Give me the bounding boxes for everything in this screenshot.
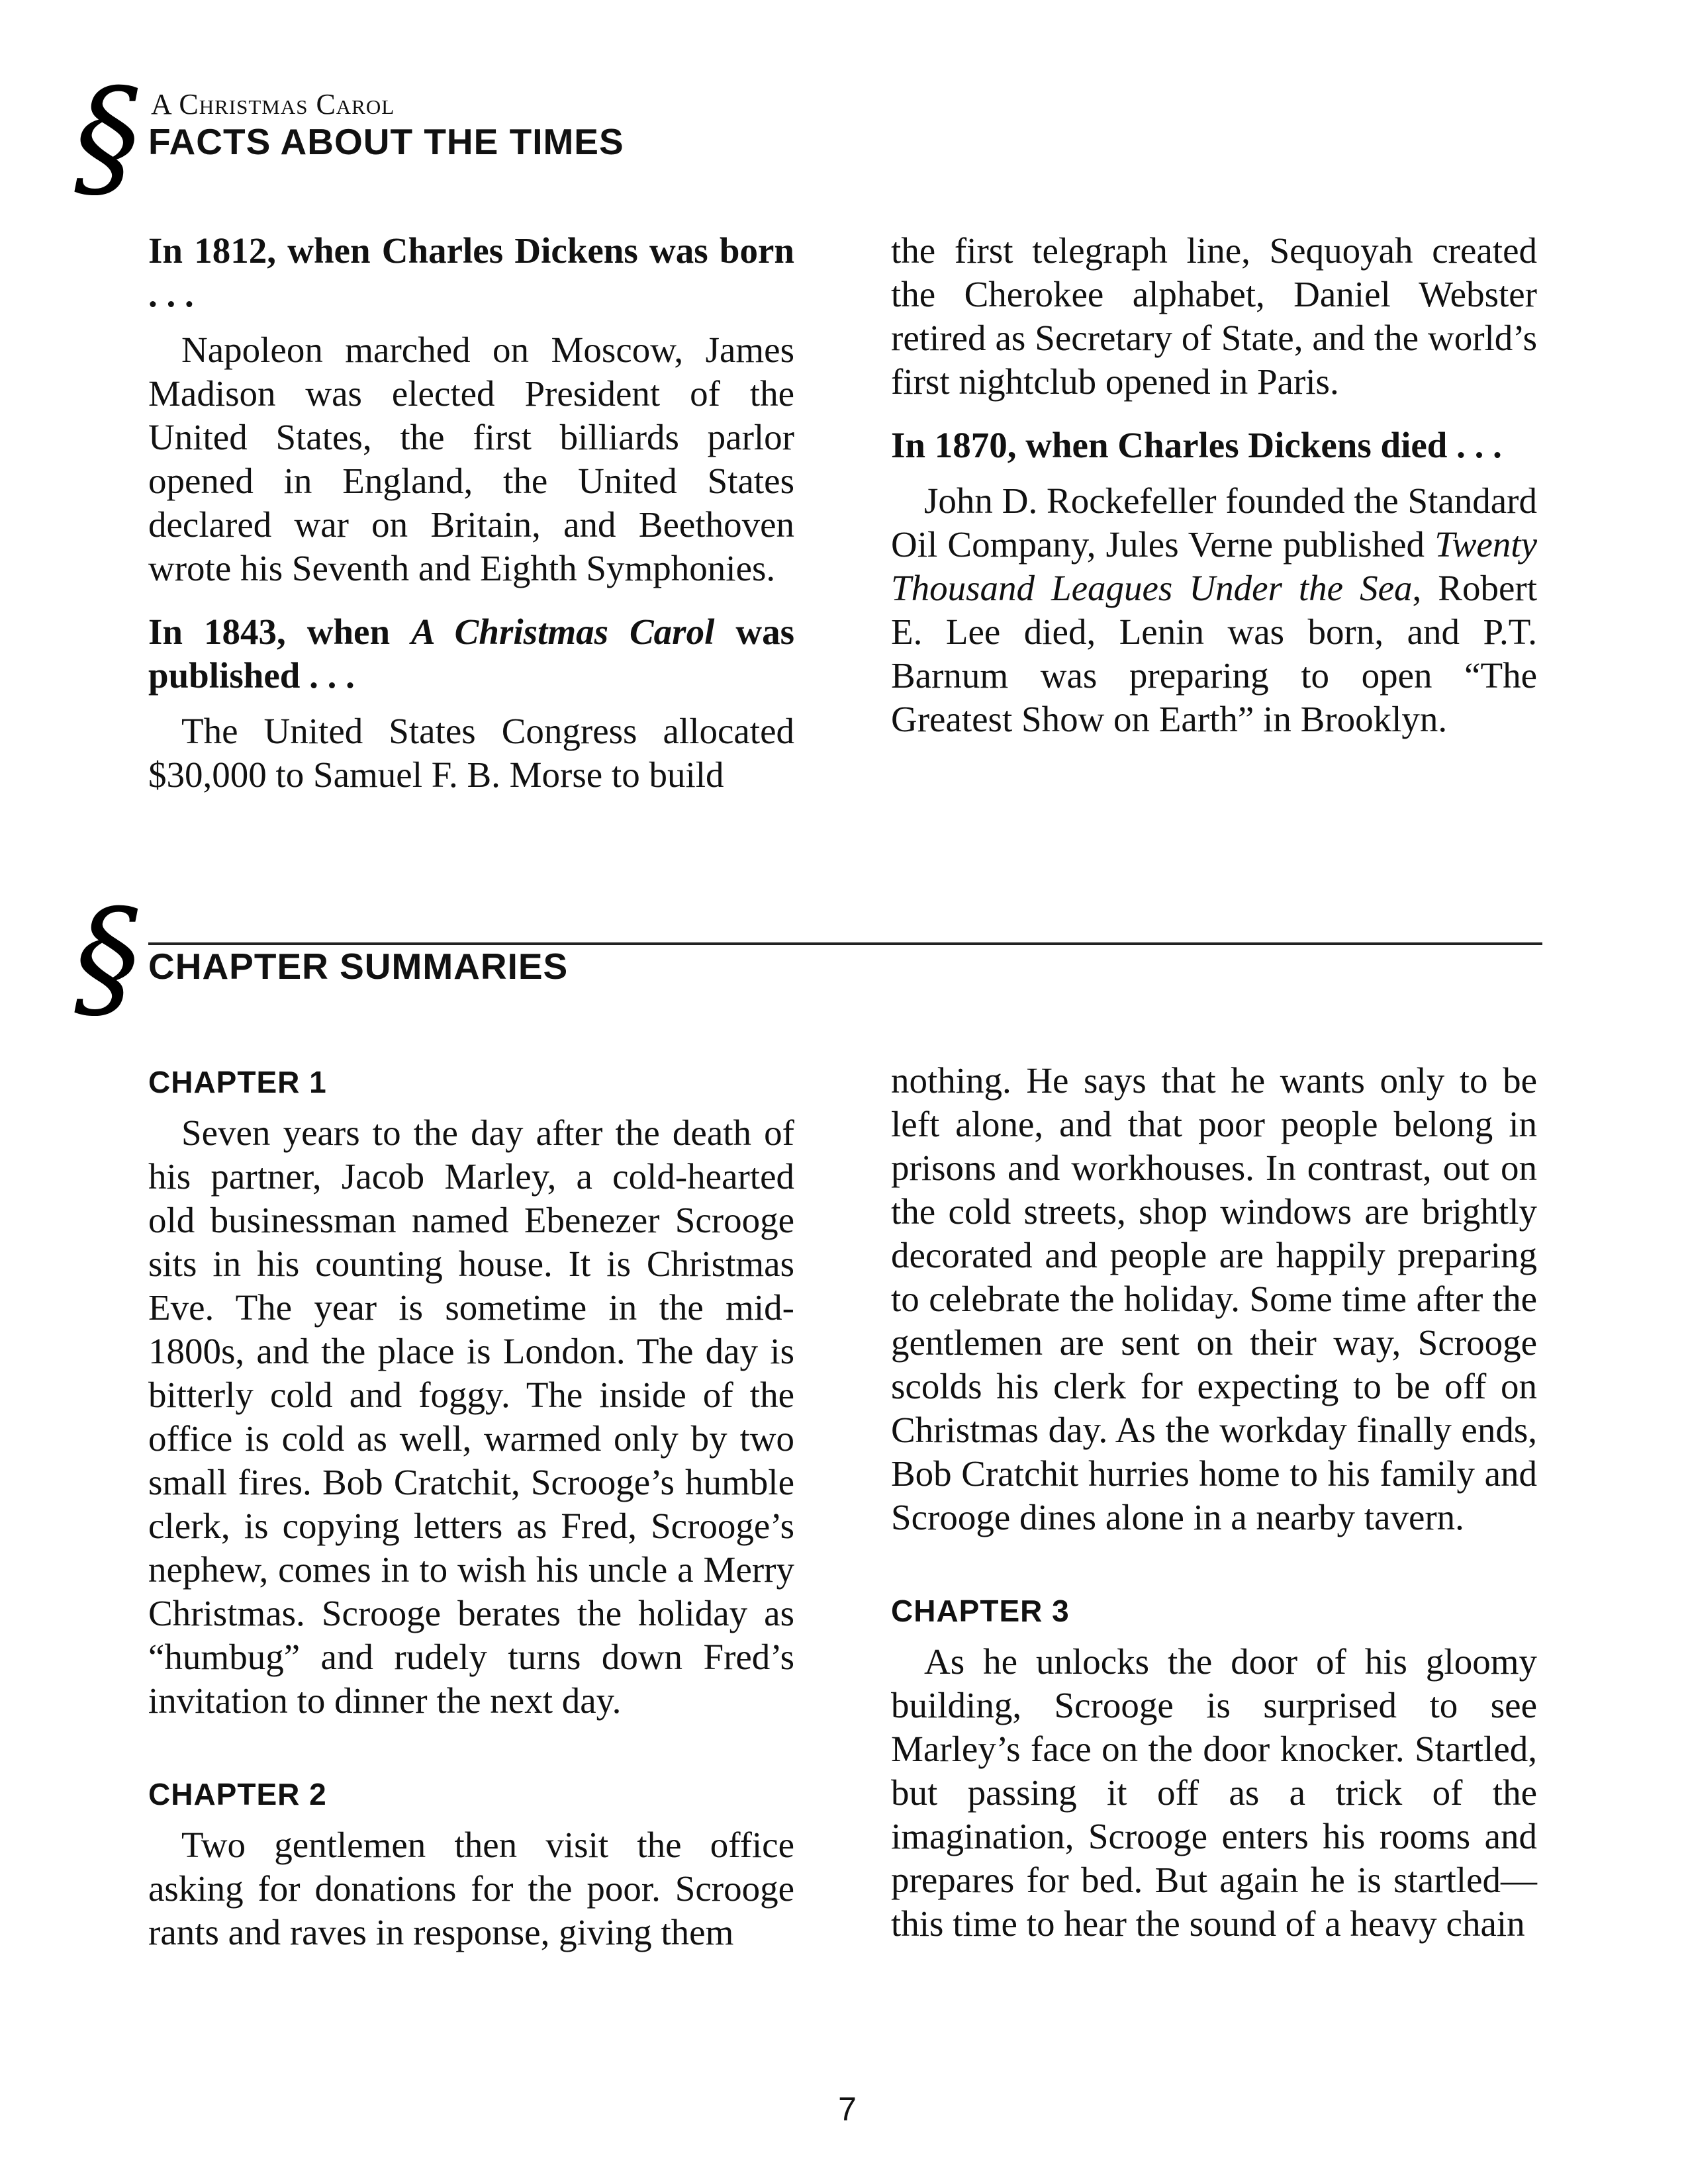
facts-heading-1870: In 1870, when Charles Dickens died . . . [891, 425, 1502, 465]
facts-column-right [891, 229, 1537, 741]
book-title: Twenty Thousand Leagues Under the Sea [891, 524, 1537, 608]
facts-text-1812: Napoleon marched on Moscow, James Madison was elected President of the United States, the first billiards parlor opened in England, the United States declared war on Britain, and Beethoven wrote his Seventh and Eighth Symphonies. [148, 330, 794, 588]
chapter-1-text: Seven years to the day after the death of his partner, Jacob Marley, a cold-hearted old businessman named Ebenezer Scrooge sits in his counting house. It is Christmas Eve. The year is sometime in the mid-1800s, and the place is London. The day is bitterly cold and foggy. The inside of the office is cold as well, warmed only by two small fires. Bob Cratchit, Scrooge’s humble clerk, is copying letters as Fred, Scrooge’s nephew, comes in to wish his uncle a Merry Christmas. Scrooge berates the holiday as “humbug” and rudely turns down Fred’s invitation to dinner the next day. [148, 1113, 794, 1721]
heading-part: was published . . . [148, 612, 794, 696]
summaries-column-right [891, 1059, 1537, 1946]
series-title: A Christmas Carol [151, 88, 395, 120]
section-title-summaries: CHAPTER SUMMARIES [148, 946, 569, 987]
book-title: A Christmas Carol [411, 612, 715, 652]
text-part: , Robert E. Lee died, Lenin was born, and P.T. Barnum was preparing to open “The Greatest Show on Earth” in Brooklyn. [891, 568, 1537, 739]
facts-text-1843: The United States Congress allocated $30,000 to Samuel F. B. Morse to build [148, 711, 794, 795]
chapter-2-title: CHAPTER 2 [148, 1777, 327, 1811]
chapter-3-text: As he unlocks the door of his gloomy building, Scrooge is surprised to see Marley’s face on the door knocker. Startled, but passing it off as a trick of the imagination, Scrooge enters his rooms and prepares for bed. But again he is startled—this time to hear the sound of a heavy chain [891, 1641, 1537, 1944]
text-part: John D. Rockefeller founded the Standard Oil Company, Jules Verne published [891, 480, 1537, 565]
facts-heading-1843 [148, 610, 794, 698]
facts-text-1843-cont: the first telegraph line, Sequoyah created the Cherokee alphabet, Daniel Webster retired as Secretary of State, and the world’s first nightclub opened in Paris. [891, 230, 1537, 402]
facts-column-left [148, 229, 794, 797]
facts-text-1870 [891, 479, 1537, 741]
section-logo-icon: § [74, 881, 140, 1035]
section-title-facts: FACTS ABOUT THE TIMES [148, 121, 624, 162]
chapter-2-text: Two gentlemen then visit the office asking for donations for the poor. Scrooge rants and raves in response, giving them [148, 1825, 794, 1952]
chapter-2-text-cont: nothing. He says that he wants only to be left alone, and that poor people belong in prisons and workhouses. In contrast, out on the cold streets, shop windows are brightly decorated and people are happily preparing to celebrate the holiday. Some time after the gentlemen are sent on their way, Scrooge scolds his clerk for expecting to be off on Christmas day. As the workday finally ends, Bob Cratchit hurries home to his family and Scrooge dines alone in a nearby tavern. [891, 1060, 1537, 1537]
section-logo-icon: § [74, 60, 140, 214]
page-number: 7 [838, 2091, 857, 2128]
chapter-1-title: CHAPTER 1 [148, 1065, 327, 1099]
heading-part: In 1843, when [148, 612, 412, 652]
summaries-column-left [148, 1062, 794, 1954]
facts-heading-1812: In 1812, when Charles Dickens was born . . . [148, 230, 794, 314]
chapter-3-title: CHAPTER 3 [891, 1594, 1070, 1628]
